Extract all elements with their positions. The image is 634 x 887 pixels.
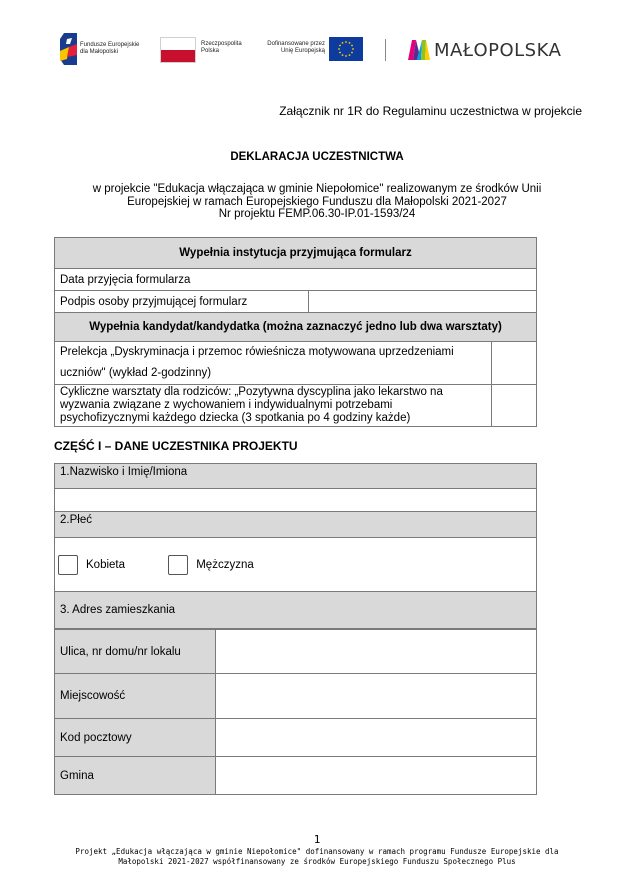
institution-header: Wypełnia instytucja przyjmująca formularz (55, 238, 537, 269)
document-subtitle (0, 183, 634, 221)
street-input[interactable] (215, 630, 536, 674)
pl-text-line2: Polska (201, 48, 220, 54)
fe-emblem-icon (60, 33, 77, 65)
section1-title: CZĘŚĆ I – DANE UCZESTNIKA PROJEKTU (54, 439, 298, 453)
workshop-2-checkbox-cell[interactable] (492, 385, 537, 427)
date-received-field[interactable] (55, 269, 537, 291)
address-label: 3. Adres zamieszkania (55, 592, 537, 629)
fe-text-line2: dla Małopolski (80, 49, 119, 55)
city-label: Miejscowość (55, 674, 216, 719)
workshop-2-description: Cykliczne warsztaty dla rodziców: „Pozytywna dyscyplina jako lekarstwo na wyzwania związane z wychowaniem i indywidualnymi potrzebami psychofizycznymi każdego dziecka (3 spotkania po 4 godziny każde) (55, 385, 492, 427)
eu-text-line1: Dofinansowane przez (267, 41, 325, 47)
gender-option-female[interactable] (58, 555, 125, 575)
municipality-input[interactable] (215, 757, 536, 795)
street-label: Ulica, nr domu/nr lokalu (55, 630, 216, 674)
attachment-note: Załącznik nr 1R do Regulaminu uczestnictwa w projekcie (279, 104, 582, 118)
subtitle-line3: Nr projektu FEMP.06.30-IP.01-1593/24 (218, 208, 416, 220)
name-label: 1.Nazwisko i Imię/Imiona (55, 464, 537, 489)
eu-text-line2: Unię Europejską (280, 48, 325, 54)
signature-field[interactable] (308, 291, 536, 313)
footer-funding-note (0, 847, 634, 867)
workshop-1-checkbox-cell[interactable] (492, 342, 537, 385)
female-checkbox[interactable] (58, 555, 78, 575)
municipality-label: Gmina (55, 757, 216, 795)
name-input[interactable] (55, 489, 537, 512)
pl-text-line1: Rzeczpospolita (201, 41, 242, 47)
institution-table (54, 237, 537, 427)
eu-cofinancing-logo (258, 37, 368, 63)
malopolska-logo (408, 38, 578, 64)
postal-code-label: Kod pocztowy (55, 719, 216, 757)
gender-label: 2.Płeć (55, 512, 537, 538)
page-number: 1 (313, 833, 321, 846)
eu-flag-icon (329, 37, 363, 61)
fundusze-europejskie-logo (60, 33, 160, 65)
gender-options (55, 538, 537, 592)
logo-separator (385, 39, 386, 61)
malopolska-wordmark: MAŁOPOLSKA (434, 40, 562, 61)
gender-option-male[interactable] (168, 555, 254, 575)
polish-flag-icon (160, 37, 196, 63)
malopolska-emblem-icon (408, 40, 430, 60)
postal-code-input[interactable] (215, 719, 536, 757)
footer-line2: Małopolski 2021-2027 współfinansowany ze środków Europejskiego Funduszu Społecznego Plus (118, 857, 516, 866)
fe-text-line1: Fundusze Europejskie (80, 42, 140, 48)
address-table (54, 629, 537, 795)
signature-label: Podpis osoby przyjmującej formularz (55, 291, 309, 313)
subtitle-line2: Europejskiej w ramach Europejskiego Funduszu dla Małopolski 2021-2027 (127, 195, 507, 208)
male-checkbox[interactable] (168, 555, 188, 575)
participant-table (54, 463, 537, 629)
subtitle-line1: w projekcie "Edukacja włączająca w gminie Niepołomice" realizowanym ze środków Unii (92, 183, 542, 195)
candidate-header: Wypełnia kandydat/kandydatka (można zaznaczyć jedno lub dwa warsztaty) (55, 313, 537, 342)
footer-line1: Projekt „Edukacja włączająca w gminie Niepołomice" dofinansowany w ramach programu Fundusze Europejskie dla (75, 847, 559, 856)
date-received-label: Data przyjęcia formularza (60, 273, 191, 286)
city-input[interactable] (215, 674, 536, 719)
male-label: Mężczyzna (196, 558, 254, 571)
female-label: Kobieta (86, 558, 126, 571)
workshop-1-description: Prelekcja „Dyskryminacja i przemoc rówieśnicza motywowana uprzedzeniami uczniów" (wykład 2-godzinny) (55, 342, 492, 385)
document-title: DEKLARACJA UCZESTNICTWA (230, 151, 404, 163)
